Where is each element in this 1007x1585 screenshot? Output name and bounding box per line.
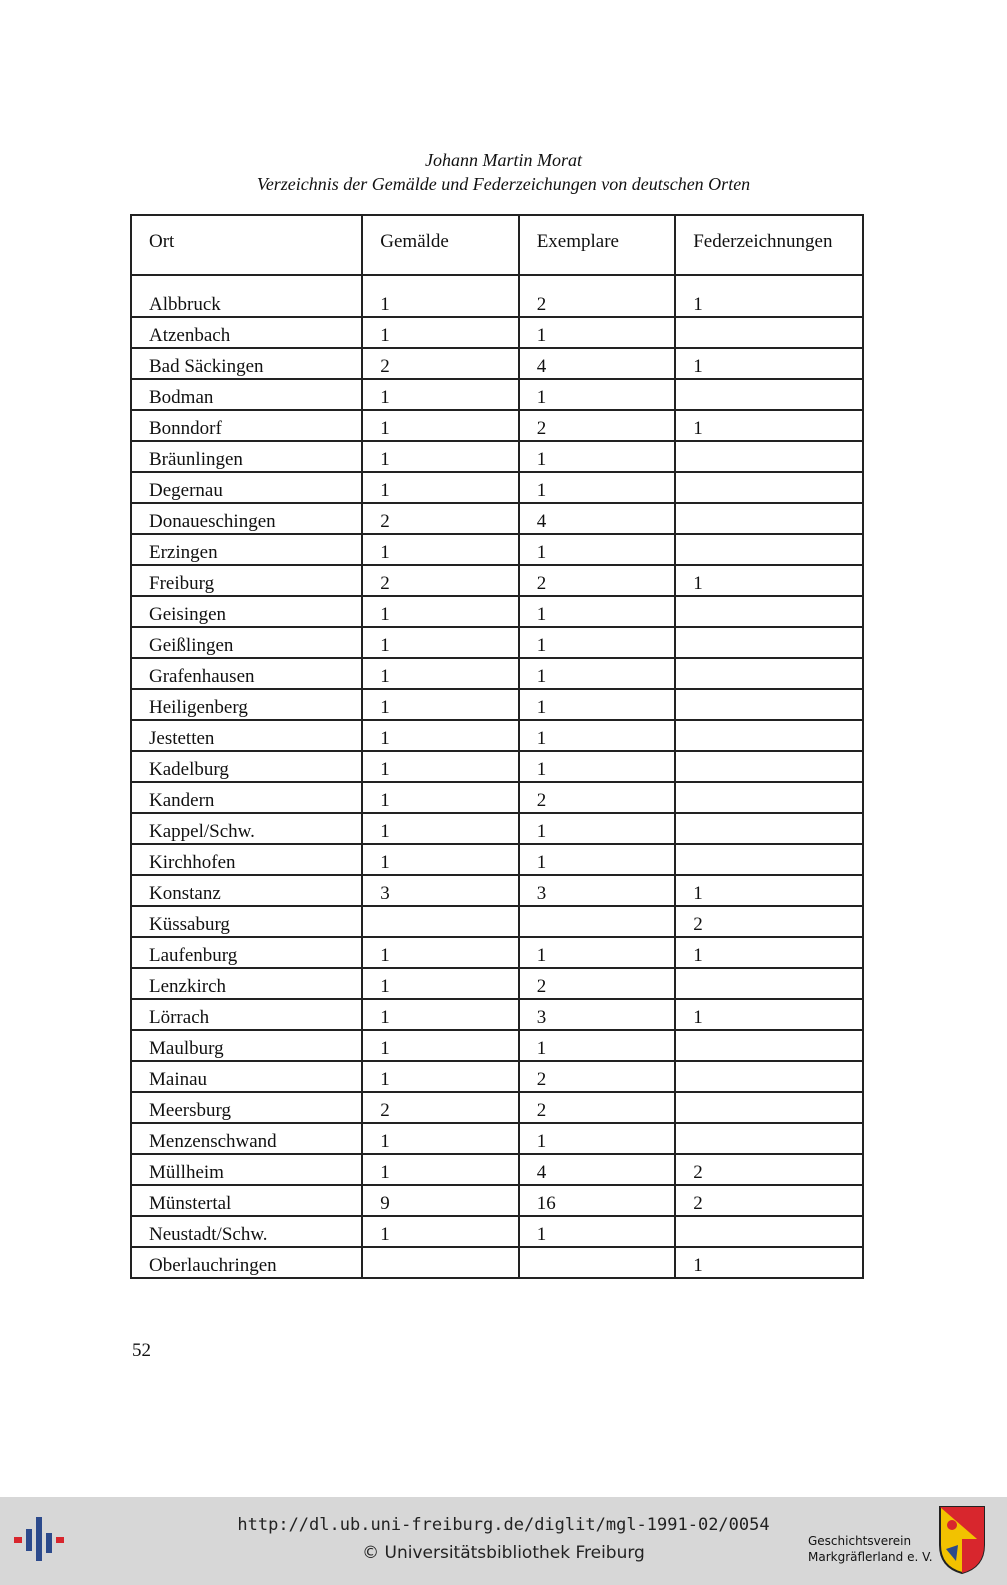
column-header-ort: Ort [131,215,362,275]
table-row [131,441,863,472]
cell-federzeichnungen: 1 [675,937,863,968]
cell-federzeichnungen: 1 [675,1247,863,1278]
document-subtitle: Verzeichnis der Gemälde und Federzeichungen von deutschen Orten [256,174,751,194]
cell-exemplare: 1 [519,751,676,782]
cell-gemaelde: 1 [362,1154,518,1185]
table-row [131,999,863,1030]
cell-gemaelde: 1 [362,999,518,1030]
cell-ort: Kandern [131,782,362,813]
cell-exemplare: 1 [519,720,676,751]
cell-exemplare: 1 [519,441,676,472]
cell-federzeichnungen [675,1216,863,1247]
cell-federzeichnungen [675,844,863,875]
table-row [131,906,863,937]
cell-ort: Müllheim [131,1154,362,1185]
cell-federzeichnungen: 1 [675,565,863,596]
column-header-gemaelde: Gemälde [362,215,518,275]
cell-exemplare: 1 [519,1123,676,1154]
cell-exemplare: 1 [519,844,676,875]
column-header-exemplare: Exemplare [519,215,676,275]
table-row [131,1092,863,1123]
cell-exemplare: 1 [519,937,676,968]
table-row [131,596,863,627]
table-row [131,751,863,782]
cell-exemplare: 1 [519,379,676,410]
cell-ort: Kirchhofen [131,844,362,875]
table-row [131,565,863,596]
cell-exemplare: 4 [519,348,676,379]
cell-gemaelde [362,906,518,937]
cell-gemaelde: 2 [362,565,518,596]
document-author: Johann Martin Morat [425,150,582,170]
table-row [131,968,863,999]
cell-gemaelde: 1 [362,596,518,627]
cell-federzeichnungen [675,1123,863,1154]
table-row [131,1185,863,1216]
cell-ort: Bräunlingen [131,441,362,472]
table-row [131,472,863,503]
cell-gemaelde: 1 [362,658,518,689]
cell-ort: Lenzkirch [131,968,362,999]
cell-ort: Grafenhausen [131,658,362,689]
table-row [131,348,863,379]
cell-gemaelde: 2 [362,348,518,379]
cell-gemaelde: 1 [362,410,518,441]
cell-federzeichnungen: 2 [675,1185,863,1216]
cell-ort: Bodman [131,379,362,410]
table-row [131,1061,863,1092]
cell-exemplare: 1 [519,534,676,565]
cell-ort: Donaueschingen [131,503,362,534]
cell-exemplare: 3 [519,875,676,906]
cell-federzeichnungen: 1 [675,875,863,906]
cell-gemaelde: 1 [362,782,518,813]
cell-ort: Geißlingen [131,627,362,658]
table-row [131,875,863,906]
cell-ort: Münstertal [131,1185,362,1216]
cell-gemaelde: 1 [362,317,518,348]
cell-federzeichnungen: 1 [675,410,863,441]
footer-copyright: © Universitätsbibliothek Freiburg [362,1543,645,1563]
cell-gemaelde: 9 [362,1185,518,1216]
table-body [131,275,863,1278]
cell-ort: Bonndorf [131,410,362,441]
cell-exemplare: 2 [519,968,676,999]
cell-federzeichnungen [675,534,863,565]
cell-gemaelde: 1 [362,1061,518,1092]
cell-ort: Jestetten [131,720,362,751]
table-row [131,844,863,875]
cell-federzeichnungen [675,658,863,689]
cell-exemplare: 2 [519,410,676,441]
cell-federzeichnungen [675,379,863,410]
table-header-row [131,215,863,275]
footer-url[interactable]: http://dl.ub.uni-freiburg.de/diglit/mgl-1991-02/0054 [237,1515,770,1535]
table-row [131,317,863,348]
table-row [131,813,863,844]
cell-gemaelde: 1 [362,534,518,565]
cell-ort: Kappel/Schw. [131,813,362,844]
cell-ort: Mainau [131,1061,362,1092]
cell-federzeichnungen [675,968,863,999]
cell-exemplare: 1 [519,317,676,348]
cell-federzeichnungen [675,782,863,813]
cell-gemaelde: 2 [362,1092,518,1123]
cell-gemaelde: 1 [362,968,518,999]
cell-exemplare: 2 [519,782,676,813]
register-table [130,214,864,1279]
cell-ort: Menzenschwand [131,1123,362,1154]
cell-federzeichnungen [675,472,863,503]
table-row [131,1216,863,1247]
cell-exemplare: 1 [519,596,676,627]
cell-federzeichnungen [675,751,863,782]
society-line-1: Geschichtsverein [808,1534,912,1548]
cell-gemaelde: 1 [362,1123,518,1154]
cell-federzeichnungen: 2 [675,1154,863,1185]
cell-exemplare: 2 [519,275,676,317]
cell-exemplare: 1 [519,813,676,844]
cell-exemplare [519,1247,676,1278]
table-row [131,1247,863,1278]
cell-federzeichnungen [675,441,863,472]
cell-ort: Albbruck [131,275,362,317]
cell-gemaelde: 1 [362,1030,518,1061]
cell-federzeichnungen [675,720,863,751]
cell-federzeichnungen [675,689,863,720]
cell-gemaelde: 1 [362,751,518,782]
cell-exemplare: 16 [519,1185,676,1216]
cell-federzeichnungen [675,627,863,658]
cell-gemaelde: 1 [362,441,518,472]
cell-ort: Heiligenberg [131,689,362,720]
table-row [131,1123,863,1154]
table-row [131,275,863,317]
footer-bar [0,1497,1007,1585]
cell-exemplare: 2 [519,1061,676,1092]
cell-ort: Neustadt/Schw. [131,1216,362,1247]
cell-ort: Kadelburg [131,751,362,782]
table-row [131,627,863,658]
table-row [131,503,863,534]
cell-ort: Erzingen [131,534,362,565]
cell-exemplare: 1 [519,689,676,720]
cell-gemaelde: 1 [362,1216,518,1247]
cell-federzeichnungen: 1 [675,275,863,317]
cell-exemplare: 2 [519,565,676,596]
cell-federzeichnungen: 1 [675,348,863,379]
cell-ort: Oberlauchringen [131,1247,362,1278]
table-row [131,534,863,565]
table-row [131,689,863,720]
society-name [808,1533,933,1565]
table-row [131,658,863,689]
cell-federzeichnungen [675,1061,863,1092]
cell-ort: Laufenburg [131,937,362,968]
cell-gemaelde: 3 [362,875,518,906]
cell-gemaelde: 2 [362,503,518,534]
table-row [131,782,863,813]
table-row [131,379,863,410]
cell-exemplare: 1 [519,658,676,689]
cell-exemplare: 3 [519,999,676,1030]
cell-ort: Freiburg [131,565,362,596]
cell-gemaelde: 1 [362,275,518,317]
cell-gemaelde [362,1247,518,1278]
cell-exemplare [519,906,676,937]
table-row [131,720,863,751]
cell-ort: Konstanz [131,875,362,906]
cell-ort: Maulburg [131,1030,362,1061]
society-line-2: Markgräflerland e. V. [808,1550,933,1564]
cell-exemplare: 1 [519,1216,676,1247]
cell-exemplare: 1 [519,627,676,658]
cell-gemaelde: 1 [362,689,518,720]
cell-federzeichnungen: 2 [675,906,863,937]
cell-exemplare: 4 [519,1154,676,1185]
table-row [131,937,863,968]
cell-gemaelde: 1 [362,627,518,658]
column-header-federzeichnungen: Federzeichnungen [675,215,863,275]
cell-exemplare: 4 [519,503,676,534]
cell-gemaelde: 1 [362,472,518,503]
table-row [131,410,863,441]
cell-ort: Bad Säckingen [131,348,362,379]
cell-gemaelde: 1 [362,937,518,968]
cell-gemaelde: 1 [362,720,518,751]
cell-exemplare: 2 [519,1092,676,1123]
cell-ort: Degernau [131,472,362,503]
cell-ort: Geisingen [131,596,362,627]
cell-gemaelde: 1 [362,813,518,844]
cell-exemplare: 1 [519,472,676,503]
cell-gemaelde: 1 [362,844,518,875]
coat-of-arms-icon [938,1505,986,1575]
page-number: 52 [132,1340,151,1361]
cell-federzeichnungen [675,503,863,534]
cell-federzeichnungen [675,596,863,627]
table-row [131,1154,863,1185]
cell-federzeichnungen [675,317,863,348]
cell-gemaelde: 1 [362,379,518,410]
table-row [131,1030,863,1061]
cell-federzeichnungen: 1 [675,999,863,1030]
cell-federzeichnungen [675,813,863,844]
cell-exemplare: 1 [519,1030,676,1061]
cell-ort: Lörrach [131,999,362,1030]
cell-ort: Küssaburg [131,906,362,937]
cell-federzeichnungen [675,1030,863,1061]
cell-ort: Atzenbach [131,317,362,348]
cell-federzeichnungen [675,1092,863,1123]
cell-ort: Meersburg [131,1092,362,1123]
